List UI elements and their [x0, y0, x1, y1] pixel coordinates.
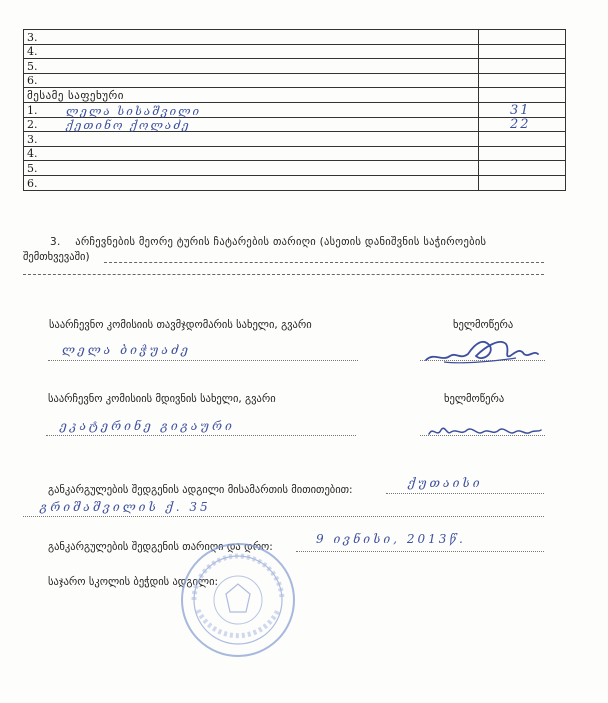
datetime-fill-line [296, 551, 544, 552]
datetime-label: განკარგულების შედგენის თარიღი და დრო: [48, 541, 273, 553]
address-fill-line-2 [23, 516, 544, 517]
row-index: 6. [27, 176, 38, 190]
table-row [24, 102, 566, 117]
address-handwritten-line2: გრიშაშვილის ქ. 35 [40, 500, 211, 514]
table-row [24, 59, 566, 74]
candidate-votes [482, 132, 510, 147]
section3-text-line2: შემთხვევაში) [23, 251, 90, 263]
secretary-label: საარჩევნო კომისიის მდივნის სახელი, გვარი [48, 393, 276, 405]
candidate-votes [482, 176, 510, 191]
row-index: 5. [27, 161, 38, 175]
datetime-handwritten-value: 9 ივნისი, 2013წ. [316, 532, 466, 546]
school-stamp-icon [178, 540, 298, 660]
row-value [479, 73, 566, 88]
table-row [24, 146, 566, 161]
chair-handwritten-name: ლელა ბიჭუაძე [62, 343, 191, 357]
section3-fill-line-1 [104, 262, 544, 263]
secretary-handwritten-name: ეკატერინე გიგაური [60, 419, 235, 433]
table-row [24, 161, 566, 176]
row-value [479, 30, 566, 45]
section3-text-line1: არჩევნების მეორე ტურის ჩატარების თარიღი (ასეთის დანიშვნის საჭიროების [75, 236, 487, 248]
row-value [479, 59, 566, 74]
address-handwritten-line1: ქუთაისი [408, 476, 483, 490]
chair-label: საარჩევნო კომისიის თავმჯდომარის სახელი, გვარი [49, 319, 312, 331]
table-row [24, 117, 566, 132]
table-row [24, 73, 566, 88]
row-index: 5. [27, 59, 38, 73]
section3-number: 3. [50, 236, 61, 248]
seal-label: საჯარო სკოლის ბეჭდის ადგილი: [48, 576, 219, 588]
section3-fill-line-2 [23, 274, 544, 275]
row-index: 4. [27, 147, 38, 161]
secretary-signature-label: ხელმოწერა [444, 393, 505, 405]
row-index: 3. [27, 30, 38, 44]
candidate-name: ლელა სისაშვილი [66, 103, 202, 118]
row-index: 3. [27, 132, 38, 146]
table-row [24, 44, 566, 59]
candidate-votes: 31 [510, 102, 531, 118]
row-value [479, 44, 566, 59]
candidate-votes [482, 146, 510, 161]
candidate-name: ქეთინო ქოლაძე [66, 118, 191, 133]
candidate-votes [482, 161, 510, 176]
chair-name-line [48, 360, 358, 361]
candidate-votes: 22 [510, 117, 531, 133]
stage-title-row [24, 88, 566, 103]
address-label: განკარგულების შედგენის ადგილი მისამართის მითითებით: [48, 484, 353, 496]
secretary-signature-icon [425, 420, 545, 442]
results-table [23, 29, 566, 191]
table-row [24, 132, 566, 147]
table-row [24, 175, 566, 190]
row-index: 2. [27, 118, 38, 132]
secretary-name-line [46, 435, 356, 436]
section3-line1 [50, 236, 486, 248]
address-fill-line-1 [386, 493, 544, 494]
chair-signature-icon [420, 332, 550, 370]
stage-title: მესამე საფეხური [24, 88, 479, 103]
chair-signature-label: ხელმოწერა [453, 319, 514, 331]
row-index: 4. [27, 45, 38, 59]
row-index: 6. [27, 74, 38, 88]
row-index: 1. [27, 103, 38, 117]
table-row [24, 30, 566, 45]
